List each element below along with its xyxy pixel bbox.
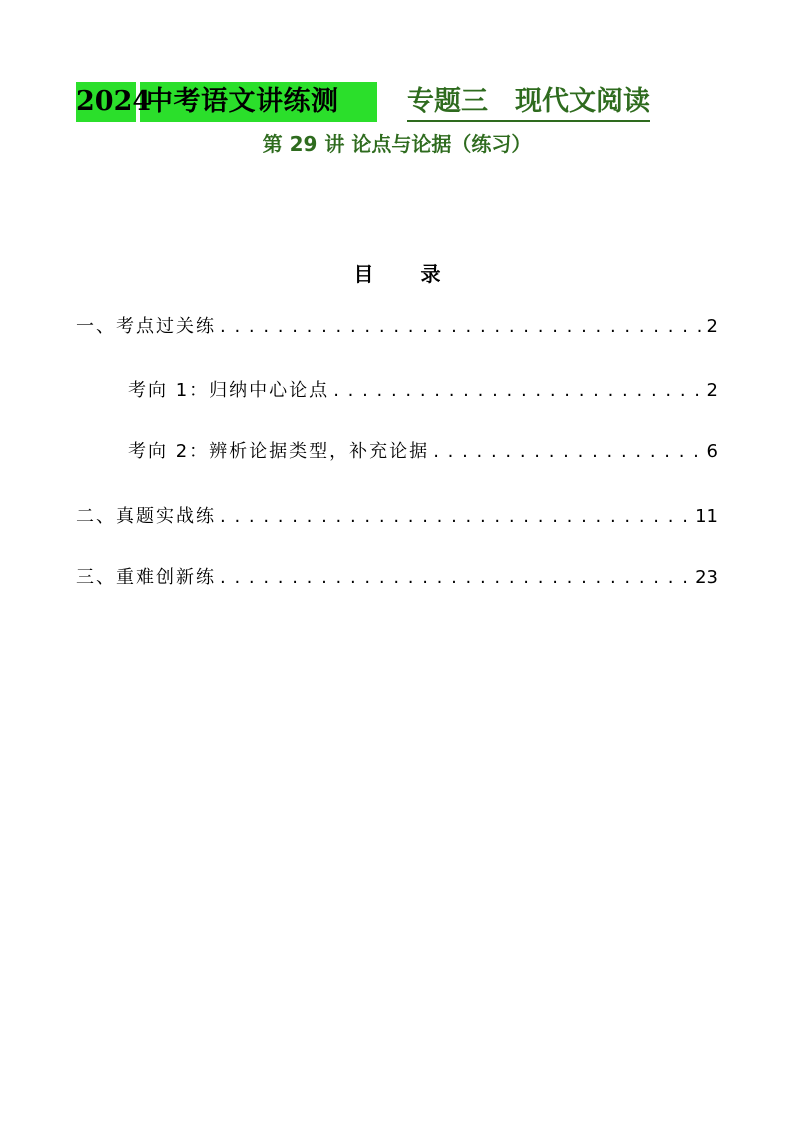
toc-entry-label: 考向 2：辨析论据类型，补充论据 xyxy=(128,441,430,462)
document-header xyxy=(76,82,676,122)
header-title: 中考语文讲练测 xyxy=(146,86,339,117)
toc-entry-label: 三、重难创新练 xyxy=(76,567,216,588)
toc-entry-kaoxiang-1[interactable] xyxy=(128,378,718,404)
toc-entry-page: 23 xyxy=(695,567,718,588)
toc-entry-page: 2 xyxy=(706,316,718,337)
toc-entry-label: 二、真题实战练 xyxy=(76,506,216,527)
toc-leader-dots xyxy=(433,439,702,465)
lesson-subtitle: 第 29 讲 论点与论据（练习） xyxy=(262,132,532,156)
toc-heading: 目 录 xyxy=(353,262,441,286)
header-year: 2024 xyxy=(76,86,152,117)
toc-entry-kaoxiang-2[interactable] xyxy=(128,439,718,465)
toc-leader-dots xyxy=(220,565,691,591)
toc-entry-zhenti[interactable] xyxy=(76,504,718,530)
header-topic: 专题三 现代文阅读 xyxy=(407,84,650,122)
toc-entry-page: 6 xyxy=(706,441,718,462)
toc-entry-label: 考向 1：归纳中心论点 xyxy=(128,380,330,401)
toc-leader-dots xyxy=(333,378,702,404)
toc-leader-dots xyxy=(220,504,691,530)
toc-entry-kaodian[interactable] xyxy=(76,314,718,340)
toc-entry-label: 一、考点过关练 xyxy=(76,316,216,337)
toc-leader-dots xyxy=(220,314,703,340)
toc-entry-page: 11 xyxy=(695,506,718,527)
toc-entry-zhongnan[interactable] xyxy=(76,565,718,591)
toc-entry-page: 2 xyxy=(706,380,718,401)
